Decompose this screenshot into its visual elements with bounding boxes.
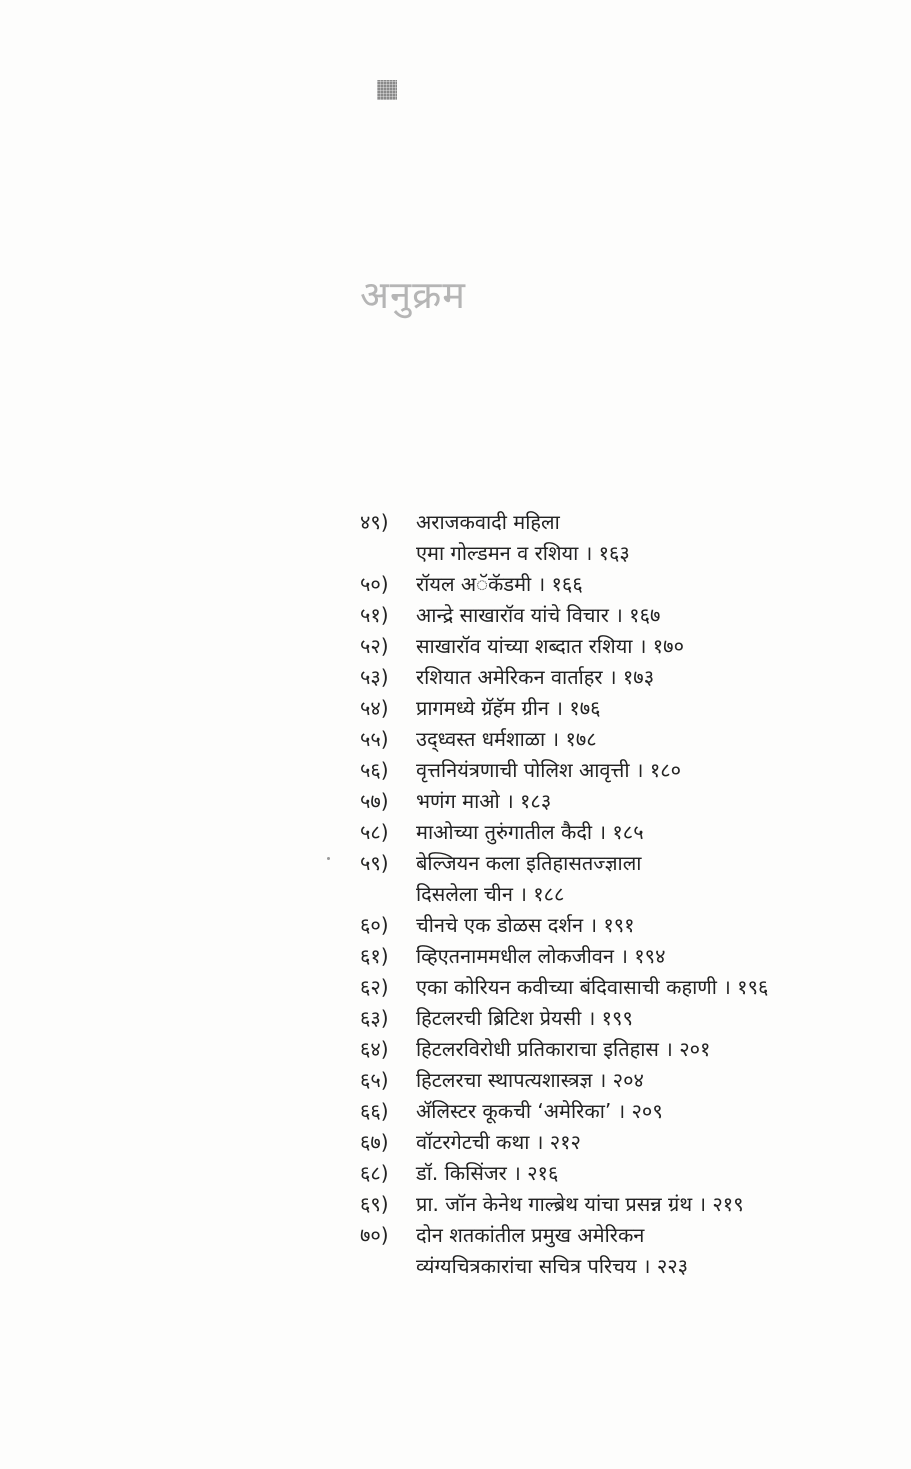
entry-title: व्यंग्यचित्रकारांचा सचित्र परिचय । २२३ bbox=[416, 1254, 689, 1278]
entry-number: ५०) bbox=[360, 572, 389, 596]
entry-title: एमा गोल्डमन व रशिया । १६३ bbox=[416, 541, 630, 565]
toc-entry bbox=[360, 600, 890, 631]
entry-number: ५१) bbox=[360, 603, 389, 627]
entry-title: दिसलेला चीन । १८८ bbox=[416, 882, 565, 906]
entry-number: ५९) bbox=[360, 851, 389, 875]
entry-number: ५२) bbox=[360, 634, 389, 658]
entry-title: भणंग माओ । १८३ bbox=[416, 789, 552, 813]
entry-number: ५४) bbox=[360, 696, 389, 720]
entry-number: ५८) bbox=[360, 820, 389, 844]
toc-entry bbox=[360, 817, 890, 848]
entry-title: बेल्जियन कला इतिहासतज्ज्ञाला bbox=[416, 851, 642, 875]
toc-entry bbox=[360, 941, 890, 972]
entry-title: उद्‌ध्वस्त धर्मशाळा । १७८ bbox=[416, 727, 597, 751]
toc-entry bbox=[360, 972, 890, 1003]
toc-entry bbox=[360, 1189, 890, 1220]
section-marker bbox=[377, 80, 397, 100]
entry-title: प्रा. जॉन केनेथ गाल्ब्रेथ यांचा प्रसन्न ग्रंथ । २१९ bbox=[416, 1192, 744, 1216]
toc-entry bbox=[360, 693, 890, 724]
entry-title: हिटलरचा स्थापत्यशास्त्रज्ञ । २०४ bbox=[416, 1068, 644, 1092]
entry-title: एका कोरियन कवीच्या बंदिवासाची कहाणी । १९६ bbox=[416, 975, 769, 999]
entry-title: हिटलरविरोधी प्रतिकाराचा इतिहास । २०१ bbox=[416, 1037, 711, 1061]
entry-number: ५७) bbox=[360, 789, 389, 813]
entry-number: ७०) bbox=[360, 1223, 389, 1247]
entry-title: आन्द्रे साखारॉव यांचे विचार । १६७ bbox=[416, 603, 661, 627]
toc-entry bbox=[360, 662, 890, 693]
entry-title: व्हिएतनाममधील लोकजीवन । १९४ bbox=[416, 944, 666, 968]
entry-number: ६४) bbox=[360, 1037, 389, 1061]
entry-number: ६९) bbox=[360, 1192, 389, 1216]
toc-entry bbox=[360, 1065, 890, 1096]
toc-entry-continuation bbox=[360, 879, 890, 910]
toc-entry bbox=[360, 1127, 890, 1158]
toc-entry bbox=[360, 631, 890, 662]
table-of-contents bbox=[360, 507, 890, 1282]
toc-entry bbox=[360, 755, 890, 786]
contents-heading: अनुक्रम bbox=[360, 273, 467, 317]
entry-number: ६३) bbox=[360, 1006, 389, 1030]
entry-title: रॉयल अॅकॅडमी । १६६ bbox=[416, 572, 583, 596]
entry-title: ॲलिस्टर कूकची ‘अमेरिका’ । २०९ bbox=[416, 1099, 663, 1123]
toc-entry bbox=[360, 569, 890, 600]
entry-title: हिटलरची ब्रिटिश प्रेयसी । १९९ bbox=[416, 1006, 633, 1030]
entry-title: साखारॉव यांच्या शब्दात रशिया । १७० bbox=[416, 634, 684, 658]
toc-entry bbox=[360, 1034, 890, 1065]
toc-entry bbox=[360, 1096, 890, 1127]
entry-number: ६०) bbox=[360, 913, 389, 937]
entry-number: ६६) bbox=[360, 1099, 389, 1123]
entry-number: ६२) bbox=[360, 975, 389, 999]
toc-entry bbox=[360, 507, 890, 538]
entry-number: ६८) bbox=[360, 1161, 389, 1185]
paper-speck bbox=[327, 857, 330, 860]
entry-number: ४९) bbox=[360, 510, 389, 534]
toc-entry bbox=[360, 786, 890, 817]
toc-entry-continuation bbox=[360, 538, 890, 569]
toc-entry bbox=[360, 1158, 890, 1189]
entry-title: रशियात अमेरिकन वार्ताहर । १७३ bbox=[416, 665, 655, 689]
entry-title: वृत्तनियंत्रणाची पोलिश आवृत्ती । १८० bbox=[416, 758, 682, 782]
entry-number: ५३) bbox=[360, 665, 389, 689]
entry-number: ६७) bbox=[360, 1130, 389, 1154]
entry-title: अराजकवादी महिला bbox=[416, 510, 560, 534]
entry-title: दोन शतकांतील प्रमुख अमेरिकन bbox=[416, 1223, 645, 1247]
toc-entry bbox=[360, 848, 890, 879]
toc-entry bbox=[360, 1220, 890, 1251]
entry-title: वॉटरगेटची कथा । २१२ bbox=[416, 1130, 581, 1154]
entry-number: ६५) bbox=[360, 1068, 389, 1092]
toc-entry-continuation bbox=[360, 1251, 890, 1282]
entry-number: ६१) bbox=[360, 944, 389, 968]
toc-entry bbox=[360, 724, 890, 755]
toc-entry bbox=[360, 1003, 890, 1034]
entry-number: ५५) bbox=[360, 727, 389, 751]
entry-title: डॉ. किसिंजर । २१६ bbox=[416, 1161, 559, 1185]
entry-title: प्रागमध्ये ग्रॅहॅम ग्रीन । १७६ bbox=[416, 696, 601, 720]
entry-title: चीनचे एक डोळस दर्शन । १९१ bbox=[416, 913, 635, 937]
entry-title: माओच्या तुरुंगातील कैदी । १८५ bbox=[416, 820, 644, 844]
toc-entry bbox=[360, 910, 890, 941]
entry-number: ५६) bbox=[360, 758, 389, 782]
